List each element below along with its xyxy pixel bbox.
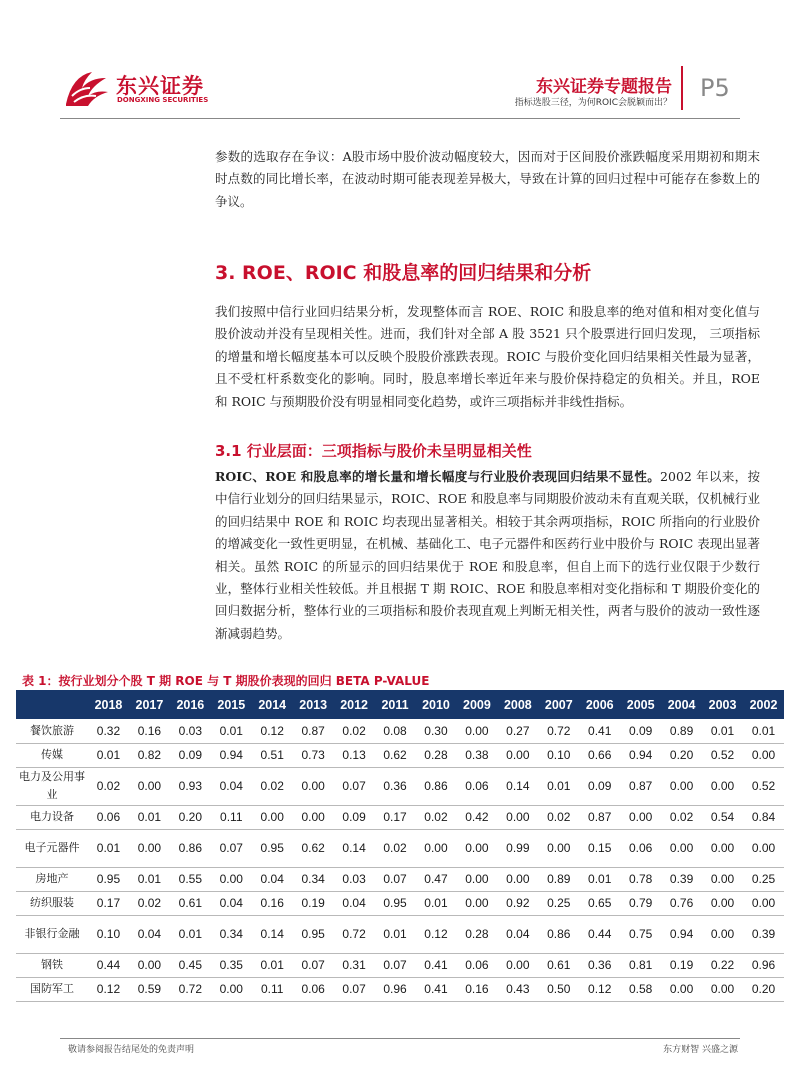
- p-value-cell: 0.00: [661, 829, 702, 867]
- p-value-cell: 0.51: [252, 743, 293, 767]
- page-number: P5: [700, 74, 730, 102]
- p-value-cell: 0.95: [252, 829, 293, 867]
- p-value-cell: 0.72: [334, 915, 375, 953]
- p-value-cell: 0.41: [416, 953, 457, 977]
- p-value-cell: 0.01: [88, 743, 129, 767]
- p-value-cell: 0.01: [129, 805, 170, 829]
- p-value-cell: 0.19: [293, 891, 334, 915]
- regression-table: [16, 690, 784, 1002]
- p-value-cell: 0.11: [211, 805, 252, 829]
- header-divider: [681, 66, 683, 110]
- p-value-cell: 0.00: [538, 829, 579, 867]
- p-value-cell: 0.06: [456, 953, 497, 977]
- p-value-cell: 0.01: [538, 767, 579, 805]
- p-value-cell: 0.34: [211, 915, 252, 953]
- p-value-cell: 0.66: [579, 743, 620, 767]
- p-value-cell: 0.01: [252, 953, 293, 977]
- year-header: 2013: [293, 690, 334, 719]
- year-header: 2017: [129, 690, 170, 719]
- p-value-cell: 0.00: [702, 891, 743, 915]
- p-value-cell: 0.00: [252, 805, 293, 829]
- year-header: 2012: [334, 690, 375, 719]
- p-value-cell: 0.06: [620, 829, 661, 867]
- p-value-cell: 0.13: [334, 743, 375, 767]
- p-value-cell: 0.15: [579, 829, 620, 867]
- p-value-cell: 0.00: [497, 743, 538, 767]
- p-value-cell: 0.00: [497, 867, 538, 891]
- p-value-cell: 0.02: [252, 767, 293, 805]
- p-value-cell: 0.61: [538, 953, 579, 977]
- p-value-cell: 0.43: [497, 977, 538, 1001]
- table-body: [16, 719, 784, 1001]
- p-value-cell: 0.09: [620, 719, 661, 743]
- p-value-cell: 0.07: [334, 767, 375, 805]
- p-value-cell: 0.73: [293, 743, 334, 767]
- p-value-cell: 0.02: [129, 891, 170, 915]
- p-value-cell: 0.10: [88, 915, 129, 953]
- year-header: 2011: [375, 690, 416, 719]
- p-value-cell: 0.00: [743, 743, 784, 767]
- p-value-cell: 0.45: [170, 953, 211, 977]
- industry-name: 钢铁: [16, 953, 88, 977]
- p-value-cell: 0.14: [334, 829, 375, 867]
- footer-rule: [60, 1038, 740, 1039]
- p-value-cell: 0.00: [416, 829, 457, 867]
- p-value-cell: 0.00: [211, 867, 252, 891]
- p-value-cell: 0.16: [456, 977, 497, 1001]
- p-value-cell: 0.00: [743, 829, 784, 867]
- p-value-cell: 0.00: [456, 719, 497, 743]
- p-value-cell: 0.01: [170, 915, 211, 953]
- p-value-cell: 0.81: [620, 953, 661, 977]
- industry-name: 房地产: [16, 867, 88, 891]
- p-value-cell: 0.52: [702, 743, 743, 767]
- p-value-cell: 0.72: [538, 719, 579, 743]
- p-value-cell: 0.38: [456, 743, 497, 767]
- p-value-cell: 0.61: [170, 891, 211, 915]
- p-value-cell: 0.32: [88, 719, 129, 743]
- p-value-cell: 0.01: [579, 867, 620, 891]
- p-value-cell: 0.58: [620, 977, 661, 1001]
- p-value-cell: 0.72: [170, 977, 211, 1001]
- p-value-cell: 0.95: [88, 867, 129, 891]
- industry-name: 传媒: [16, 743, 88, 767]
- p-value-cell: 0.31: [334, 953, 375, 977]
- p-value-cell: 0.06: [293, 977, 334, 1001]
- intro-paragraph: 参数的选取存在争议：A股市场中股价波动幅度较大，因而对于区间股价涨跌幅度采用期初和期末时点数的同比增长率，在波动时期可能表现差异极大，导致在计算的回归过程中可能存在参数上的争议。: [215, 149, 760, 209]
- p-value-cell: 0.94: [211, 743, 252, 767]
- p-value-cell: 0.02: [334, 719, 375, 743]
- p-value-cell: 0.03: [334, 867, 375, 891]
- p-value-cell: 0.19: [661, 953, 702, 977]
- table-row: [16, 805, 784, 829]
- year-header: 2008: [497, 690, 538, 719]
- p-value-cell: 0.00: [293, 805, 334, 829]
- report-subtitle: 指标选股三径，为何ROIC会脱颖而出？: [514, 98, 672, 108]
- p-value-cell: 0.20: [743, 977, 784, 1001]
- p-value-cell: 0.75: [620, 915, 661, 953]
- p-value-cell: 0.20: [170, 805, 211, 829]
- company-logo: [62, 66, 242, 110]
- p-value-cell: 0.95: [293, 915, 334, 953]
- p-value-cell: 0.89: [661, 719, 702, 743]
- p-value-cell: 0.95: [375, 891, 416, 915]
- p-value-cell: 0.00: [620, 805, 661, 829]
- p-value-cell: 0.00: [743, 891, 784, 915]
- p-value-cell: 0.52: [743, 767, 784, 805]
- p-value-cell: 0.00: [129, 953, 170, 977]
- industry-name: 电力及公用事业: [16, 767, 88, 805]
- p-value-cell: 0.00: [129, 767, 170, 805]
- year-header: 2009: [456, 690, 497, 719]
- p-value-cell: 0.94: [661, 915, 702, 953]
- p-value-cell: 0.20: [661, 743, 702, 767]
- p-value-cell: 0.00: [702, 915, 743, 953]
- p-value-cell: 0.01: [211, 719, 252, 743]
- p-value-cell: 0.07: [375, 953, 416, 977]
- p-value-cell: 0.35: [211, 953, 252, 977]
- p-value-cell: 0.00: [456, 829, 497, 867]
- p-value-cell: 0.84: [743, 805, 784, 829]
- p-value-cell: 0.12: [416, 915, 457, 953]
- p-value-cell: 0.86: [416, 767, 457, 805]
- subsection-lead-bold: ROIC、ROE 和股息率的增长量和增长幅度与行业股价表现回归结果不显性。: [215, 469, 661, 484]
- p-value-cell: 0.96: [375, 977, 416, 1001]
- p-value-cell: 0.39: [661, 867, 702, 891]
- year-header: 2018: [88, 690, 129, 719]
- report-title: 东兴证券专题报告: [536, 77, 672, 97]
- p-value-cell: 0.44: [579, 915, 620, 953]
- p-value-cell: 0.04: [334, 891, 375, 915]
- p-value-cell: 0.50: [538, 977, 579, 1001]
- p-value-cell: 0.16: [129, 719, 170, 743]
- p-value-cell: 0.02: [88, 767, 129, 805]
- page-header: [0, 0, 800, 120]
- p-value-cell: 0.02: [661, 805, 702, 829]
- p-value-cell: 0.62: [375, 743, 416, 767]
- p-value-cell: 0.04: [497, 915, 538, 953]
- p-value-cell: 0.94: [620, 743, 661, 767]
- p-value-cell: 0.28: [416, 743, 457, 767]
- p-value-cell: 0.04: [211, 891, 252, 915]
- p-value-cell: 0.55: [170, 867, 211, 891]
- industry-name: 纺织服装: [16, 891, 88, 915]
- year-header: 2003: [702, 690, 743, 719]
- logo-mark-icon: [62, 66, 112, 110]
- p-value-cell: 0.00: [661, 977, 702, 1001]
- p-value-cell: 0.59: [129, 977, 170, 1001]
- year-header: 2006: [579, 690, 620, 719]
- p-value-cell: 0.00: [702, 977, 743, 1001]
- p-value-cell: 0.04: [211, 767, 252, 805]
- table-row: [16, 915, 784, 953]
- p-value-cell: 0.14: [497, 767, 538, 805]
- logo-english-name: DONGXING SECURITIES: [117, 96, 209, 104]
- logo-chinese-name: 东兴证券: [116, 74, 204, 98]
- p-value-cell: 0.00: [661, 767, 702, 805]
- p-value-cell: 0.28: [456, 915, 497, 953]
- subsection-paragraph: [215, 466, 760, 645]
- p-value-cell: 0.99: [497, 829, 538, 867]
- p-value-cell: 0.01: [743, 719, 784, 743]
- p-value-cell: 0.04: [129, 915, 170, 953]
- p-value-cell: 0.25: [743, 867, 784, 891]
- p-value-cell: 0.76: [661, 891, 702, 915]
- p-value-cell: 0.54: [702, 805, 743, 829]
- p-value-cell: 0.07: [211, 829, 252, 867]
- table-row: [16, 867, 784, 891]
- p-value-cell: 0.36: [579, 953, 620, 977]
- p-value-cell: 0.62: [293, 829, 334, 867]
- p-value-cell: 0.09: [170, 743, 211, 767]
- p-value-cell: 0.14: [252, 915, 293, 953]
- p-value-cell: 0.00: [702, 867, 743, 891]
- table-corner-header: [16, 690, 88, 719]
- p-value-cell: 0.01: [88, 829, 129, 867]
- table-header-row: [16, 690, 784, 719]
- p-value-cell: 0.78: [620, 867, 661, 891]
- p-value-cell: 0.86: [538, 915, 579, 953]
- p-value-cell: 0.44: [88, 953, 129, 977]
- section-paragraph: 我们按照中信行业回归结果分析，发现整体而言 ROE、ROIC 和股息率的绝对值和相对变化值与股价波动并没有呈现相关性。进而，我们针对全部 A 股 3521 只个股票进行回归发现， 三项指标的增量和增长幅度基本可以反映个股股价涨跌表现。ROIC 与股价变化回归结果相关性最为显著，且不受杠杆系数变化的影响。同时，股息率增长率近年来与股价保持稳定的负相关。并且，ROE 和 ROIC 与预期股价没有明显相同变化趋势，或许三项指标并非线性指标。: [215, 304, 760, 409]
- p-value-cell: 0.00: [497, 805, 538, 829]
- p-value-cell: 0.01: [702, 719, 743, 743]
- year-header: 2015: [211, 690, 252, 719]
- p-value-cell: 0.00: [129, 829, 170, 867]
- p-value-cell: 0.93: [170, 767, 211, 805]
- p-value-cell: 0.41: [579, 719, 620, 743]
- p-value-cell: 0.00: [456, 867, 497, 891]
- p-value-cell: 0.07: [334, 977, 375, 1001]
- p-value-cell: 0.25: [538, 891, 579, 915]
- p-value-cell: 0.36: [375, 767, 416, 805]
- p-value-cell: 0.12: [88, 977, 129, 1001]
- p-value-cell: 0.10: [538, 743, 579, 767]
- p-value-cell: 0.02: [375, 829, 416, 867]
- year-header: 2016: [170, 690, 211, 719]
- p-value-cell: 0.42: [456, 805, 497, 829]
- p-value-cell: 0.01: [375, 915, 416, 953]
- p-value-cell: 0.41: [416, 977, 457, 1001]
- year-header: 2004: [661, 690, 702, 719]
- p-value-cell: 0.01: [416, 891, 457, 915]
- p-value-cell: 0.86: [170, 829, 211, 867]
- p-value-cell: 0.08: [375, 719, 416, 743]
- p-value-cell: 0.09: [334, 805, 375, 829]
- subsection-title: 3.1 行业层面：三项指标与股价未呈明显相关性: [215, 442, 532, 460]
- section-title: 3. ROE、ROIC 和股息率的回归结果和分析: [215, 262, 592, 284]
- table-row: [16, 953, 784, 977]
- p-value-cell: 0.12: [252, 719, 293, 743]
- p-value-cell: 0.12: [579, 977, 620, 1001]
- p-value-cell: 0.89: [538, 867, 579, 891]
- p-value-cell: 0.39: [743, 915, 784, 953]
- year-header: 2010: [416, 690, 457, 719]
- p-value-cell: 0.03: [170, 719, 211, 743]
- p-value-cell: 0.00: [456, 891, 497, 915]
- table-row: [16, 719, 784, 743]
- table-caption: 表 1：按行业划分个股 T 期 ROE 与 T 期股价表现的回归 BETA P-VALUE: [22, 674, 430, 688]
- industry-name: 国防军工: [16, 977, 88, 1001]
- p-value-cell: 0.34: [293, 867, 334, 891]
- p-value-cell: 0.96: [743, 953, 784, 977]
- p-value-cell: 0.17: [88, 891, 129, 915]
- industry-name: 非银行金融: [16, 915, 88, 953]
- industry-name: 电子元器件: [16, 829, 88, 867]
- industry-name: 电力设备: [16, 805, 88, 829]
- p-value-cell: 0.22: [702, 953, 743, 977]
- p-value-cell: 0.87: [579, 805, 620, 829]
- year-header: 2007: [538, 690, 579, 719]
- p-value-cell: 0.00: [702, 829, 743, 867]
- table-row: [16, 829, 784, 867]
- table-row: [16, 977, 784, 1001]
- p-value-cell: 0.87: [620, 767, 661, 805]
- p-value-cell: 0.00: [211, 977, 252, 1001]
- p-value-cell: 0.04: [252, 867, 293, 891]
- p-value-cell: 0.09: [579, 767, 620, 805]
- p-value-cell: 0.87: [293, 719, 334, 743]
- p-value-cell: 0.17: [375, 805, 416, 829]
- p-value-cell: 0.65: [579, 891, 620, 915]
- table-row: [16, 767, 784, 805]
- p-value-cell: 0.06: [456, 767, 497, 805]
- p-value-cell: 0.79: [620, 891, 661, 915]
- year-header: 2005: [620, 690, 661, 719]
- p-value-cell: 0.02: [538, 805, 579, 829]
- subsection-paragraph-text: 2002 年以来，按中信行业划分的回归结果显示，ROIC、ROE 和股息率与同期股价波动未有直观关联，仅机械行业的回归结果中 ROE 和 ROIC 均表现出显著相关。相较于其余两项指标，ROIC 所指向的行业股价的增减变化一致性更明显，在机械、基础化工、电子元器件和医药行业中股价与 ROIC 表现出显著相关。虽然 ROIC 的所显示的回归结果优于 ROE 和股息率，但自上而下的选行业仅限于少数行业，整体行业相关性较低。并且根据 T 期 ROIC、ROE 和股息率相对变化指标和 T 期股价变化的回归数据分析，整体行业的三项指标和股价表现直观上判断无相关性，两者与股价的波动一致性逐渐减弱趋势。: [215, 469, 760, 641]
- p-value-cell: 0.82: [129, 743, 170, 767]
- table-row: [16, 891, 784, 915]
- p-value-cell: 0.16: [252, 891, 293, 915]
- p-value-cell: 0.27: [497, 719, 538, 743]
- p-value-cell: 0.07: [293, 953, 334, 977]
- footer-slogan: 东方财智 兴盛之源: [663, 1045, 738, 1055]
- p-value-cell: 0.47: [416, 867, 457, 891]
- p-value-cell: 0.06: [88, 805, 129, 829]
- p-value-cell: 0.00: [702, 767, 743, 805]
- footer-disclaimer: 敬请参阅报告结尾处的免责声明: [68, 1045, 195, 1055]
- p-value-cell: 0.30: [416, 719, 457, 743]
- year-header: 2014: [252, 690, 293, 719]
- year-header: 2002: [743, 690, 784, 719]
- p-value-cell: 0.00: [293, 767, 334, 805]
- table-row: [16, 743, 784, 767]
- p-value-cell: 0.02: [416, 805, 457, 829]
- p-value-cell: 0.11: [252, 977, 293, 1001]
- header-rule: [60, 118, 740, 119]
- p-value-cell: 0.92: [497, 891, 538, 915]
- p-value-cell: 0.07: [375, 867, 416, 891]
- industry-name: 餐饮旅游: [16, 719, 88, 743]
- p-value-cell: 0.01: [129, 867, 170, 891]
- p-value-cell: 0.00: [497, 953, 538, 977]
